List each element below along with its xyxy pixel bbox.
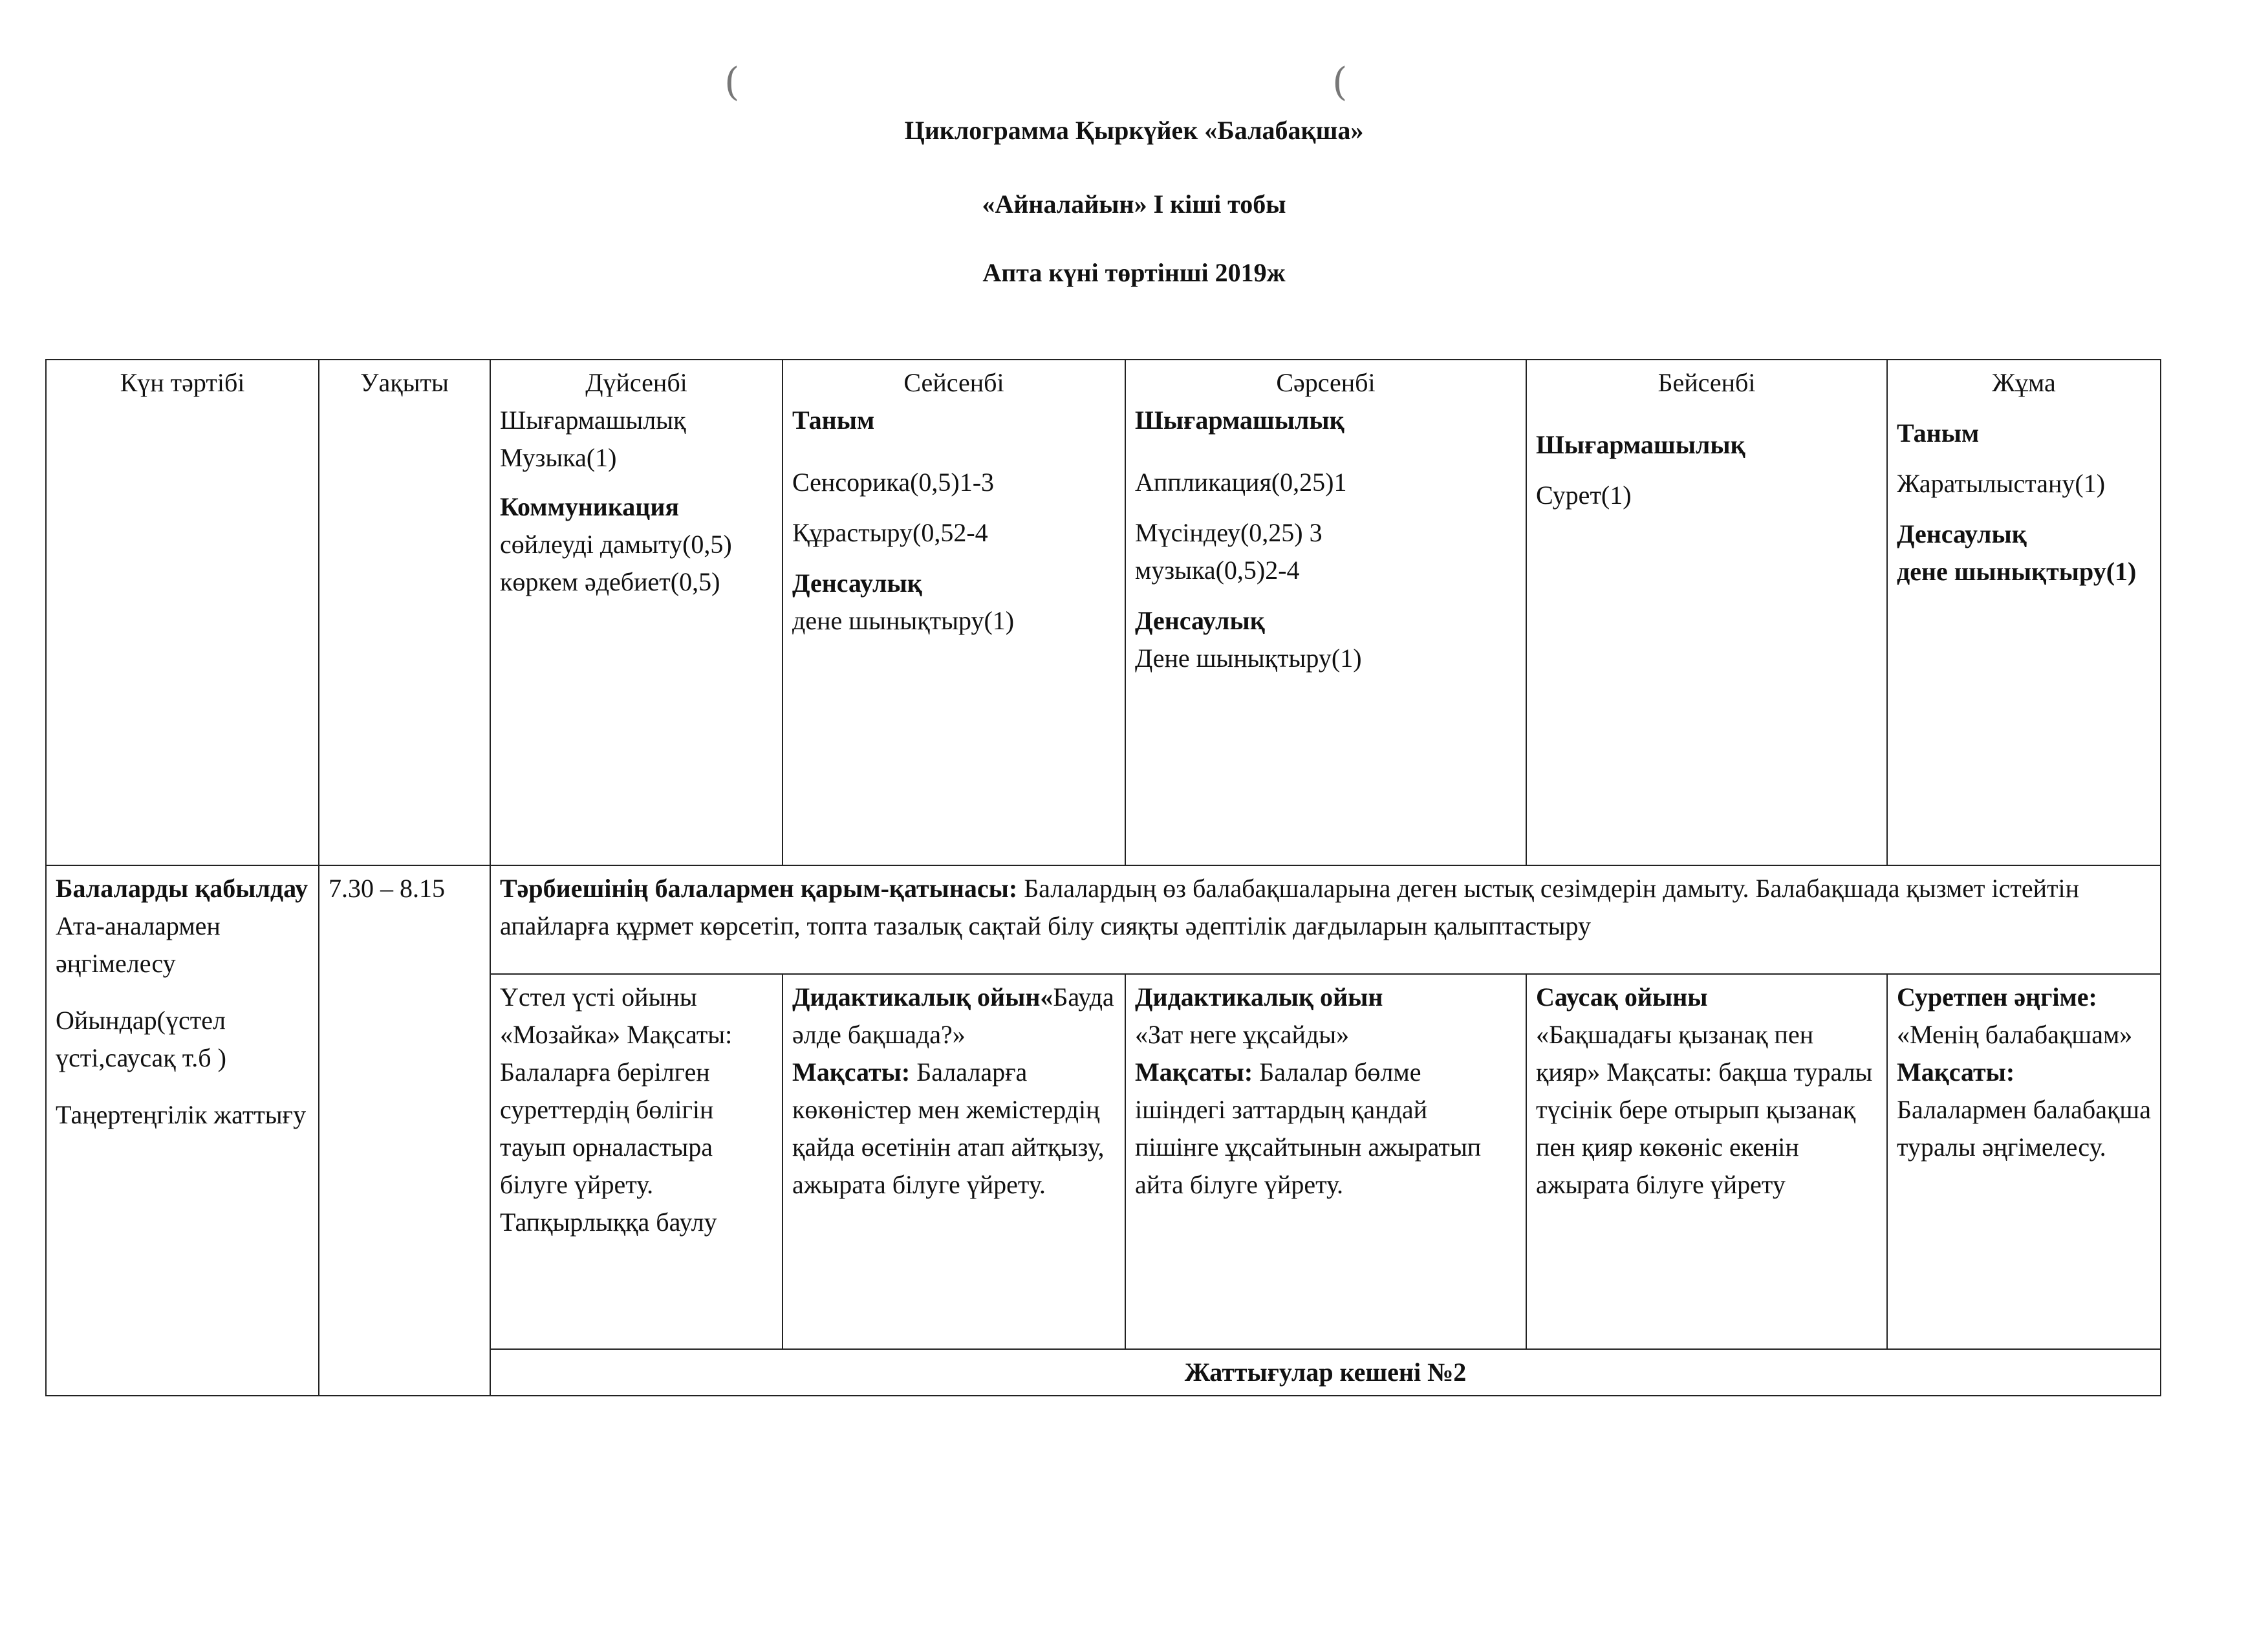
tuesday-subject3: дене шынықтыру(1) (792, 606, 1015, 635)
monday-day: Дүйсенбі (585, 368, 687, 397)
reception-cell (46, 865, 319, 1396)
communication-text: Балалардың өз балабақшаларына деген ыстық сезімдерін дамыту. Балабақшада қызмет істейтін апайларға құрмет көрсетіп, топта тазалық сақтай білу сияқты әдептілік дағдыларын қалыптастыру (500, 874, 2080, 940)
monday-subject2: сөйлеуді дамыту(0,5) көркем әдебиет(0,5) (500, 530, 732, 596)
communication-label: Тәрбиешінің балалармен қарым-қатынасы: (500, 874, 1018, 903)
friday-area1: Таным (1897, 418, 1980, 448)
header-row (46, 360, 2161, 865)
thursday-subject1: Сурет(1) (1536, 481, 1632, 510)
wednesday-game (1125, 974, 1526, 1349)
friday-goal: Балалармен балабақша туралы әңгімелесу. (1897, 1095, 2151, 1162)
thursday-day: Бейсенбі (1658, 368, 1756, 397)
friday-day: Жұма (1992, 368, 2056, 397)
friday-goal-label: Мақсаты: (1897, 1057, 2015, 1087)
tuesday-game-title: Дидактикалық ойын« (792, 982, 1053, 1012)
reception-time: 7.30 – 8.15 (319, 865, 490, 1396)
wednesday-subject4: Дене шынықтыру(1) (1135, 644, 1362, 673)
exercise-complex: Жаттығулар кешені №2 (490, 1349, 2161, 1396)
wednesday-subject3: музыка(0,5)2-4 (1135, 556, 1300, 585)
scan-mark-right: ( (1332, 60, 1348, 105)
wednesday-subject1: Аппликация(0,25)1 (1135, 468, 1347, 497)
monday-subject1: Музыка(1) (500, 443, 617, 472)
page-title: Циклограмма Қыркүйек «Балабақша» (904, 116, 1364, 145)
friday-game-name: «Менің балабақшам» (1897, 1020, 2133, 1049)
tuesday-area2: Денсаулық (792, 568, 922, 598)
wednesday-goal: Балалар бөлме ішіндегі заттардың қандай пішінге ұқсайтынын ажыратып айта білуге үйрету. (1135, 1057, 1482, 1199)
monday-area2: Коммуникация (500, 492, 680, 521)
monday-header (490, 360, 783, 865)
tuesday-game-name: Бауда әлде бақшада?» (792, 982, 1114, 1049)
tuesday-game (783, 974, 1125, 1349)
reception-line2: Ойындар(үстел үсті,саусақ т.б ) (56, 1006, 226, 1072)
wednesday-game-name: «Зат неге ұқсайды» (1135, 1020, 1350, 1049)
friday-area2: Денсаулық (1897, 519, 2027, 548)
col-routine-header: Күн тәртібі (46, 360, 319, 865)
friday-subject2: дене шынықтыру(1) (1897, 557, 2137, 586)
tuesday-subject1: Сенсорика(0,5)1-3 (792, 468, 995, 497)
friday-subject1: Жаратылыстану(1) (1897, 469, 2106, 498)
tuesday-subject2: Құрастыру(0,52-4 (792, 518, 988, 547)
tuesday-area1: Таным (792, 406, 875, 435)
friday-game-title: Суретпен әңгіме: (1897, 982, 2097, 1012)
wednesday-subject2: Мүсіндеу(0,25) 3 (1135, 518, 1323, 547)
teacher-communication (490, 865, 2161, 974)
thursday-area1: Шығармашылық (1536, 430, 1745, 459)
thursday-game-title: Саусақ ойыны (1536, 982, 1708, 1012)
col-time-header: Уақыты (319, 360, 490, 865)
thursday-header (1526, 360, 1887, 865)
monday-area1: Шығармашылық (500, 406, 686, 435)
week-label: Апта күні төртінші 2019ж (982, 258, 1286, 287)
wednesday-area1: Шығармашылық (1135, 406, 1345, 435)
thursday-game (1526, 974, 1887, 1349)
group-name: «Айналайын» І кіші тобы (982, 189, 1286, 219)
reception-row (46, 865, 2161, 974)
friday-header (1887, 360, 2161, 865)
scan-mark-left: ( (724, 60, 740, 105)
wednesday-header (1125, 360, 1526, 865)
tuesday-header (783, 360, 1125, 865)
reception-line1: Ата-аналармен әңгімелесу (56, 911, 221, 978)
wednesday-goal-label: Мақсаты: (1135, 1057, 1253, 1087)
wednesday-area2: Денсаулық (1135, 606, 1265, 635)
tuesday-day: Сейсенбі (903, 368, 1004, 397)
reception-title: Балаларды қабылдау (56, 874, 308, 903)
monday-game: Үстел үсті ойыны «Мозайка» Мақсаты: Балаларға берілген суреттердің бөлігін тауып орналастыра білуге үйрету. Тапқырлыққа баулу (490, 974, 783, 1349)
reception-line3: Таңертеңгілік жаттығу (56, 1100, 307, 1129)
schedule-table (45, 359, 2161, 1396)
wednesday-day: Сәрсенбі (1276, 368, 1376, 397)
tuesday-goal-label: Мақсаты: (792, 1057, 911, 1087)
tuesday-goal: Балаларға көкөністер мен жемістердің қайда өсетінін атап айтқызу, ажырата білуге үйрету. (792, 1057, 1105, 1199)
thursday-game-text: «Бақшадағы қызанақ пен қияр» Мақсаты: бақша туралы түсінік бере отырып қызанақ пен қияр көкөніс екенін ажырата білуге үйрету (1536, 1020, 1873, 1199)
friday-game (1887, 974, 2161, 1349)
wednesday-game-title: Дидактикалық ойын (1135, 982, 1383, 1012)
